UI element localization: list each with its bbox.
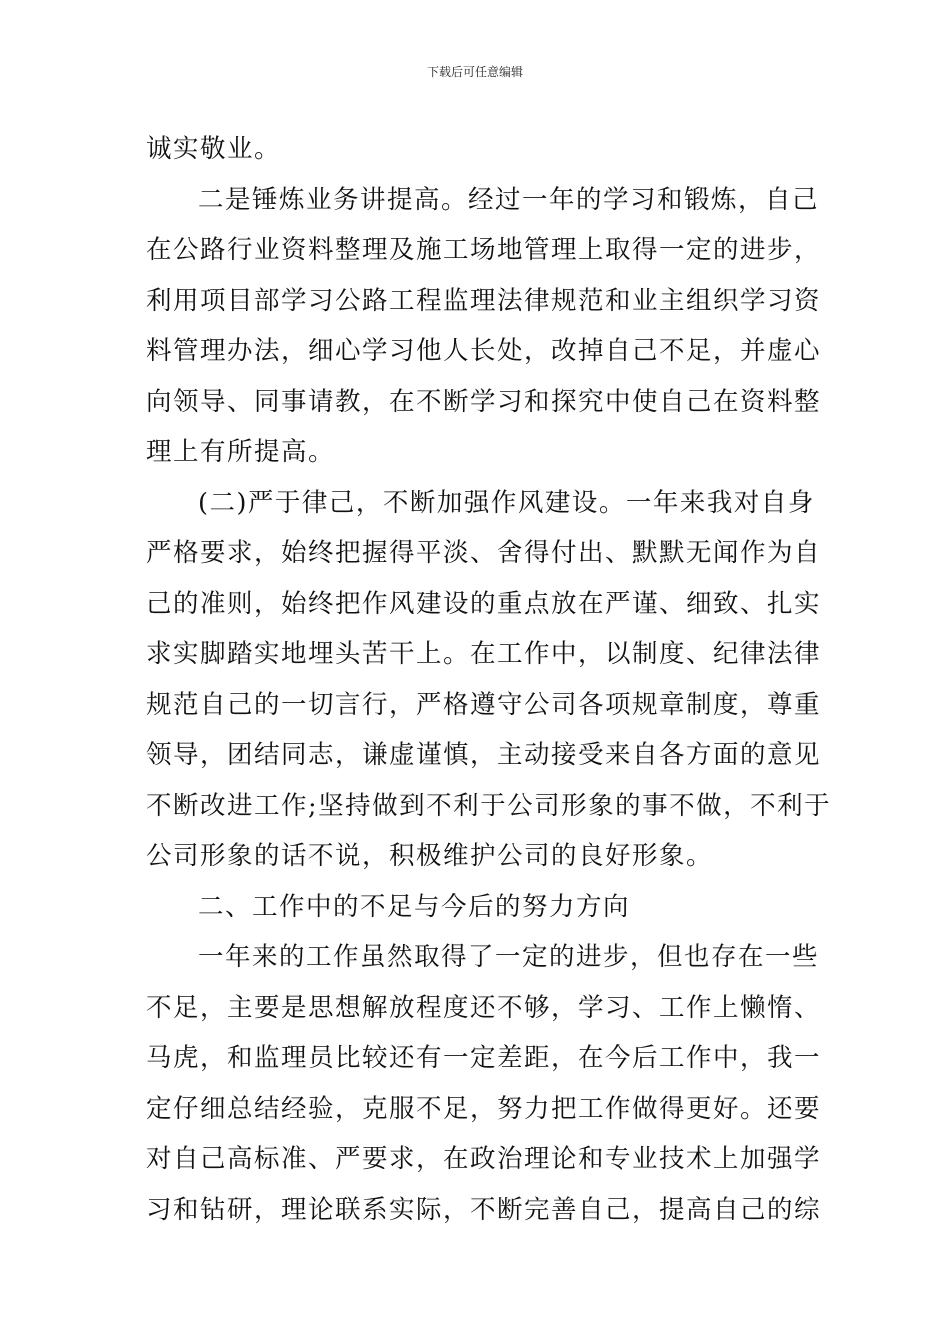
- text-line: 对自己高标准、严要求，在政治理论和专业技术上加强学: [146, 1144, 822, 1174]
- page-header: 下载后可任意编辑: [426, 65, 523, 79]
- text-line: 在公路行业资料整理及施工场地管理上取得一定的进步，: [146, 235, 822, 265]
- text-line: 不足，主要是思想解放程度还不够，学习、工作上懒惰、: [146, 992, 822, 1023]
- text-line: 规范自己的一切言行，严格遵守公司各项规章制度，尊重: [146, 689, 822, 720]
- text-line: 己的准则，始终把作风建设的重点放在严谨、细致、扎实: [146, 588, 822, 619]
- section-heading: 二、工作中的不足与今后的努力方向: [198, 891, 631, 922]
- text-line: 料管理办法，细心学习他人长处，改掉自己不足，并虚心: [146, 336, 822, 366]
- paragraph-start-line: 一年来的工作虽然取得了一定的进步，但也存在一些: [198, 942, 820, 972]
- text-line: 不断改进工作;坚持做到不利于公司形象的事不做，不利于: [146, 790, 832, 821]
- text-line: 利用项目部学习公路工程监理法律规范和业主组织学习资: [146, 285, 822, 316]
- text-line: 向领导、同事请教，在不断学习和探究中使自己在资料整: [146, 386, 822, 417]
- text-line: 定仔细总结经验，克服不足，努力把工作做得更好。还要: [146, 1093, 822, 1124]
- text-line: 严格要求，始终把握得平淡、舍得付出、默默无闻作为自: [146, 538, 822, 568]
- paragraph-start-line: 二是锤炼业务讲提高。经过一年的学习和锻炼，自己: [198, 184, 820, 215]
- text-line: 理上有所提高。: [146, 437, 336, 467]
- text-line: 领导，团结同志，谦虚谨慎，主动接受来自各方面的意见: [146, 740, 822, 770]
- document-body: [146, 124, 832, 1235]
- text-line: 马虎，和监理员比较还有一定差距，在今后工作中，我一: [146, 1043, 822, 1073]
- text-line: 习和钻研，理论联系实际，不断完善自己，提高自己的综: [146, 1194, 822, 1225]
- paragraph-start-line: (二)严于律己，不断加强作风建设。一年来我对自身: [198, 487, 815, 518]
- text-line: 求实脚踏实地埋头苦干上。在工作中，以制度、纪律法律: [146, 639, 822, 669]
- text-line: 诚实敬业。: [146, 134, 282, 164]
- text-line: 公司形象的话不说，积极维护公司的良好形象。: [146, 841, 714, 871]
